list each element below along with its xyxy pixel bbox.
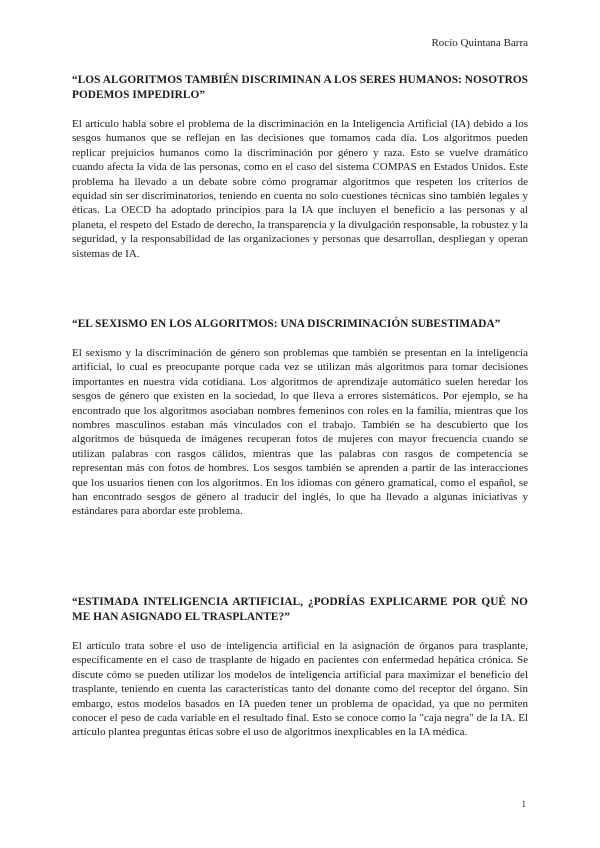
section-1	[72, 73, 528, 261]
section-3-title: “ESTIMADA INTELIGENCIA ARTIFICIAL, ¿PODRÍAS EXPLICARME POR QUÉ NO ME HAN ASIGNADO EL TRASPLANTE?”	[72, 596, 528, 623]
section-2-body: El sexismo y la discriminación de género son problemas que también se presentan en la inteligencia artificial, lo cual es preocupante porque cada vez se utilizan más algoritmos para tomar decisiones importantes en nuestra vida cotidiana. Los algoritmos de aprendizaje automático suelen heredar los sesgos de género que existen en la sociedad, lo que lleva a errores sistemáticos. Por ejemplo, se ha encontrado que los algoritmos asociaban nombres femeninos con roles en la familia, mientras que los nombres masculinos estaban más vinculados con el trabajo. También se ha descubierto que los algoritmos de búsqueda de imágenes recuperan fotos de mujeres con mayor frecuencia cuando se utilizan palabras con rasgos cálidos, mientras que las palabras con rasgos de competencia se representan más con fotos de hombres. Los sesgos también se aprenden a partir de las interacciones que los usuarios tienen con los algoritmos. En los idiomas con género gramatical, como el español, se han encontrado sesgos de género al traducir del inglés, lo que ha llevado a algunas iniciativas y estándares para abordar este problema.	[72, 347, 528, 518]
section-1-title: “LOS ALGORITMOS TAMBIÉN DISCRIMINAN A LOS SERES HUMANOS: NOSOTROS PODEMOS IMPEDIRLO”	[72, 74, 528, 101]
section-3	[72, 595, 528, 740]
section-3-body: El artículo trata sobre el uso de inteligencia artificial en la asignación de órganos para trasplante, específicamente en el caso de trasplante de hígado en pacientes con enfermedad hepática crónica. Se discute cómo se pueden utilizar los modelos de inteligencia artificial para maximizar el beneficio del trasplante, teniendo en cuenta las características tanto del donante como del receptor del órgano. Sin embargo, estos modelos basados en IA pueden tener un problema de opacidad, ya que no permiten conocer el peso de cada variable en el resultado final. Esto se conoce como la "caja negra" de la IA. El artículo plantea preguntas éticas sobre el uso de algoritmos inexplicables en la IA médica.	[72, 640, 528, 739]
section-2-title: “EL SEXISMO EN LOS ALGORITMOS: UNA DISCRIMINACIÓN SUBESTIMADA”	[72, 318, 501, 330]
section-2	[72, 317, 528, 519]
page-number: 1	[521, 799, 526, 809]
section-1-body: El artículo habla sobre el problema de la discriminación en la Inteligencia Artificial (IA) debido a los sesgos humanos que se reflejan en las decisiones que tomamos cada día. Los algoritmos pueden replicar prejuicios humanos como la discriminación por género y raza. Esto se vuelve dramático cuando afecta la vida de las personas, como en el caso del sistema COMPAS en Estados Unidos. Este problema ha llevado a un debate sobre cómo programar algoritmos que respeten los criterios de equidad sin ser discriminatorios, teniendo en cuenta no solo cuestiones técnicas sino también legales y éticas. La OECD ha adoptado principios para la IA que incluyen el beneficio a las personas y al planeta, el respeto del Estado de derecho, la transparencia y la divulgación responsable, la robustez y la seguridad, y la responsabilidad de las organizaciones y personas que desarrollan, despliegan y operan sistemas de IA.	[72, 118, 528, 260]
header-author: Rocío Quintana Barra	[431, 37, 528, 49]
